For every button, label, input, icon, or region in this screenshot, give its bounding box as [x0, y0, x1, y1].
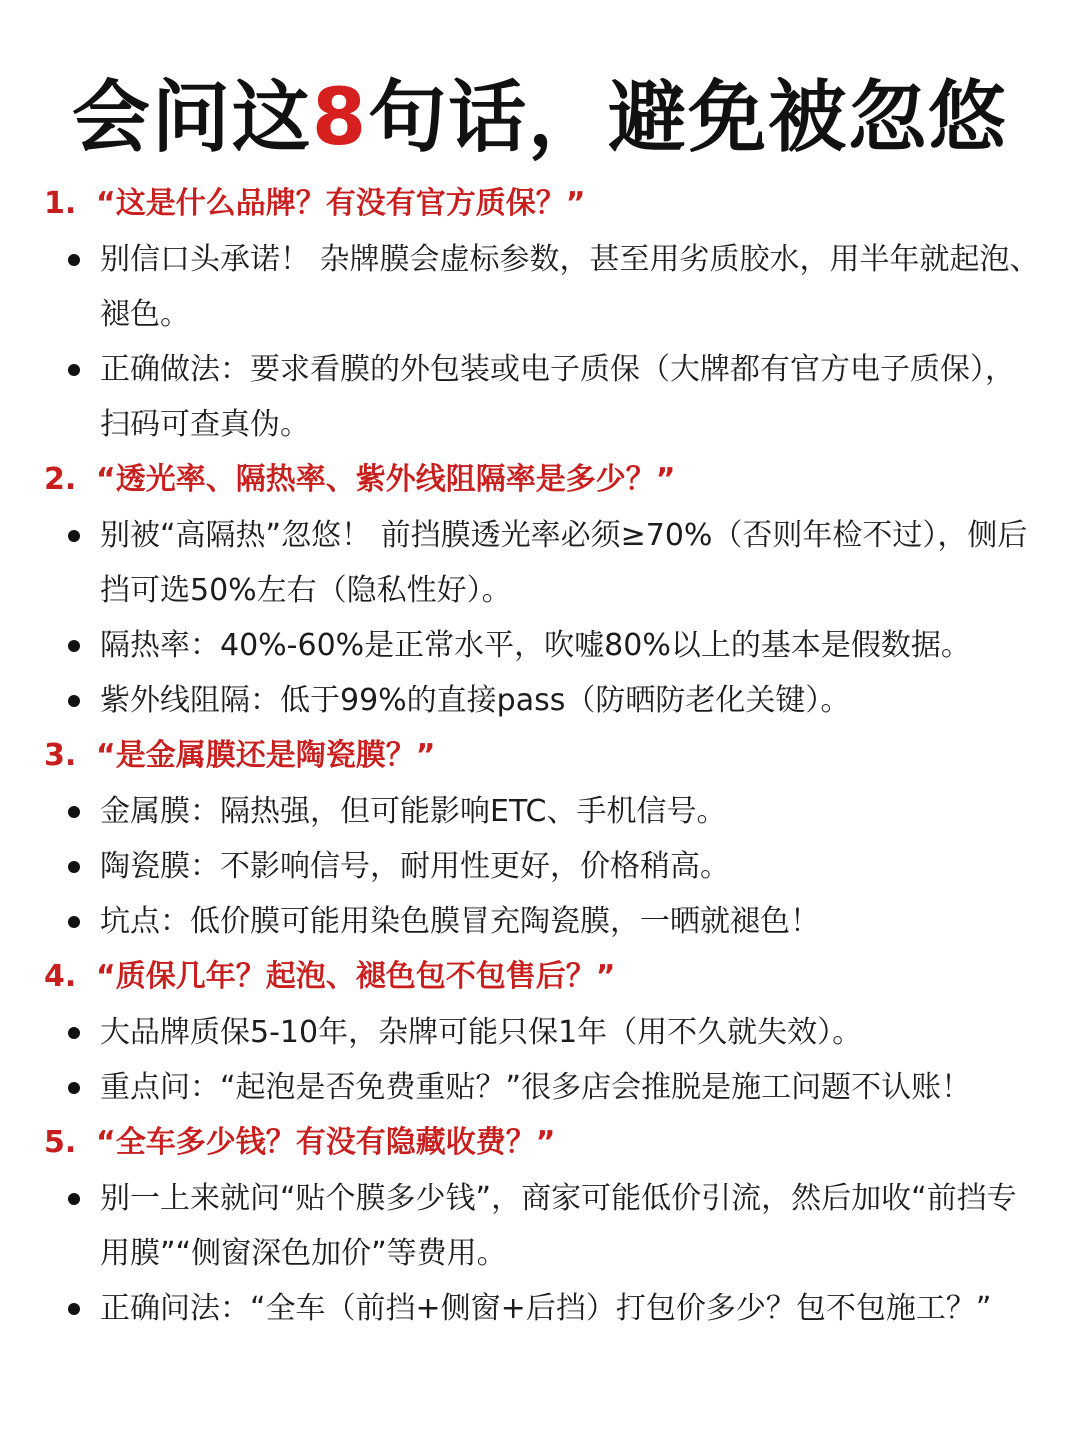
question-text: “全车多少钱？有没有隐藏收费？” [96, 1125, 556, 1160]
title-prefix: 会问这 [71, 73, 312, 163]
question-number: 4. [44, 959, 77, 994]
bullet-list [44, 508, 1044, 728]
bullet-text: 金属膜：隔热强，但可能影响ETC、手机信号。 [100, 794, 727, 829]
title-accent-number: 8 [311, 73, 369, 163]
question-heading [44, 176, 1044, 232]
bullet-dot-icon [68, 364, 80, 376]
bullet-text: 重点问：“起泡是否免费重贴？”很多店会推脱是施工问题不认账！ [100, 1070, 972, 1105]
bullet-text: 别被“高隔热”忽悠！ 前挡膜透光率必须≥70%（否则年检不过），侧后挡可选50%左右（隐私性好）。 [100, 518, 1028, 608]
page-title [0, 70, 1080, 166]
bullet-text: 紫外线阻隔：低于99%的直接pass（防晒防老化关键）。 [100, 683, 851, 718]
bullet-dot-icon [68, 530, 80, 542]
question-heading [44, 949, 1044, 1005]
question-section-1 [44, 176, 1044, 452]
bullet-dot-icon [68, 640, 80, 652]
bullet-text: 别一上来就问“贴个膜多少钱”，商家可能低价引流，然后加收“前挡专用膜”“侧窗深色加价”等费用。 [100, 1181, 1017, 1271]
question-section-2 [44, 452, 1044, 728]
question-number: 3. [44, 738, 77, 773]
question-heading [44, 728, 1044, 784]
bullet-dot-icon [68, 695, 80, 707]
bullet-text: 大品牌质保5-10年，杂牌可能只保1年（用不久就失效）。 [100, 1015, 863, 1050]
bullet-dot-icon [68, 1027, 80, 1039]
bullet-item [44, 1005, 1044, 1060]
bullet-item [44, 839, 1044, 894]
bullet-list [44, 232, 1044, 452]
bullet-item [44, 784, 1044, 839]
bullet-dot-icon [68, 916, 80, 928]
question-number: 2. [44, 462, 77, 497]
bullet-item [44, 508, 1044, 618]
bullet-dot-icon [68, 861, 80, 873]
question-section-5 [44, 1115, 1044, 1336]
bullet-item [44, 894, 1044, 949]
title-suffix: 句话，避免被忽悠 [368, 73, 1009, 163]
question-number: 5. [44, 1125, 77, 1160]
question-number: 1. [44, 186, 77, 221]
bullet-list [44, 1005, 1044, 1115]
bullet-text: 陶瓷膜：不影响信号，耐用性更好，价格稍高。 [100, 849, 730, 884]
bullet-text: 隔热率：40%-60%是正常水平，吹嘘80%以上的基本是假数据。 [100, 628, 971, 663]
bullet-dot-icon [68, 254, 80, 266]
question-text: “质保几年？起泡、褪色包不包售后？” [96, 959, 616, 994]
bullet-dot-icon [68, 1082, 80, 1094]
bullet-text: 正确问法：“全车（前挡+侧窗+后挡）打包价多少？包不包施工？” [100, 1291, 992, 1326]
bullet-list [44, 784, 1044, 949]
bullet-text: 坑点：低价膜可能用染色膜冒充陶瓷膜，一晒就褪色！ [100, 904, 820, 939]
question-section-3 [44, 728, 1044, 949]
bullet-dot-icon [68, 1193, 80, 1205]
bullet-item [44, 232, 1044, 342]
bullet-item [44, 1281, 1044, 1336]
question-list [44, 176, 1044, 1336]
bullet-item [44, 618, 1044, 673]
question-section-4 [44, 949, 1044, 1115]
question-text: “是金属膜还是陶瓷膜？” [96, 738, 436, 773]
bullet-dot-icon [68, 1303, 80, 1315]
question-text: “透光率、隔热率、紫外线阻隔率是多少？” [96, 462, 676, 497]
bullet-item [44, 1060, 1044, 1115]
question-text: “这是什么品牌？有没有官方质保？” [96, 186, 586, 221]
bullet-item [44, 1171, 1044, 1281]
question-heading [44, 1115, 1044, 1171]
bullet-item [44, 673, 1044, 728]
bullet-list [44, 1171, 1044, 1336]
bullet-text: 正确做法：要求看膜的外包装或电子质保（大牌都有官方电子质保），扫码可查真伪。 [100, 352, 1015, 442]
bullet-dot-icon [68, 806, 80, 818]
bullet-text: 别信口头承诺！ 杂牌膜会虚标参数，甚至用劣质胶水，用半年就起泡、褪色。 [100, 242, 1040, 332]
bullet-item [44, 342, 1044, 452]
question-heading [44, 452, 1044, 508]
